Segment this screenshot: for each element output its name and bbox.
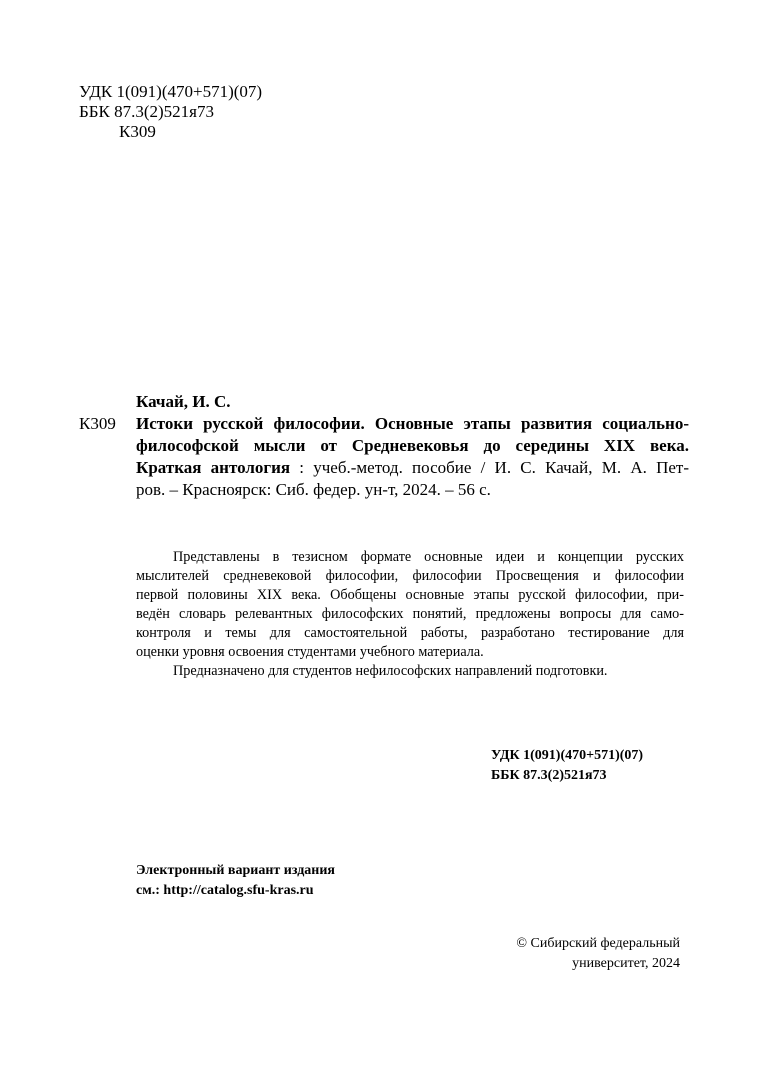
annotation-line: мыслителей средневековой философии, философии Просвещения и философии — [136, 568, 684, 584]
copyright-notice — [495, 934, 680, 974]
audience-note: Предназначено для студентов нефилософских направлений подготовки. — [173, 663, 608, 679]
biblio-line — [136, 479, 689, 501]
bbk-code: ББК 87.3(2)521я73 — [79, 102, 215, 121]
margin-author-mark: К309 — [79, 414, 116, 433]
biblio-line — [136, 413, 689, 435]
title-text: философской мысли от Средневековья до середины XIX века. — [136, 436, 689, 455]
bibliographic-description — [136, 413, 689, 501]
udk-code: УДК 1(091)(470+571)(07) — [491, 748, 644, 763]
copyright-line: © Сибирский федеральный — [516, 936, 680, 951]
biblio-line — [136, 457, 689, 479]
author-mark: К309 — [119, 122, 156, 141]
annotation-line: контроля и темы для самостоятельной работы, разработано тестирование для — [136, 625, 684, 641]
bbk-code: ББК 87.3(2)521я73 — [491, 768, 607, 783]
catalog-link: см.: http://catalog.sfu-kras.ru — [136, 883, 314, 898]
copyright-line: университет, 2024 — [572, 956, 680, 971]
annotation-line: ведён словарь релевантных философских понятий, предложены вопросы для само- — [136, 606, 684, 622]
author-name: Качай, И. С. — [136, 392, 231, 411]
annotation — [136, 548, 684, 681]
annotation-line: первой половины XIX века. Обобщены основные этапы русской философии, при- — [136, 587, 684, 603]
electronic-version-note — [136, 861, 335, 901]
biblio-text: : учеб.-метод. пособие / И. С. Качай, М. А. Пет- — [290, 458, 689, 477]
electronic-version-label: Электронный вариант издания — [136, 863, 335, 878]
biblio-text: ров. – Красноярск: Сиб. федер. ун-т, 2024. – 56 с. — [136, 480, 491, 499]
top-classification-codes — [79, 82, 262, 142]
title-text: Истоки русской философии. Основные этапы развития социально- — [136, 414, 689, 433]
title-text: Краткая антология — [136, 458, 291, 477]
udk-code: УДК 1(091)(470+571)(07) — [79, 82, 263, 101]
biblio-line — [136, 435, 689, 457]
bottom-classification-codes — [491, 746, 643, 786]
annotation-line: Представлены в тезисном формате основные идеи и концепции русских — [173, 549, 684, 565]
annotation-line: оценки уровня освоения студентами учебного материала. — [136, 644, 484, 660]
